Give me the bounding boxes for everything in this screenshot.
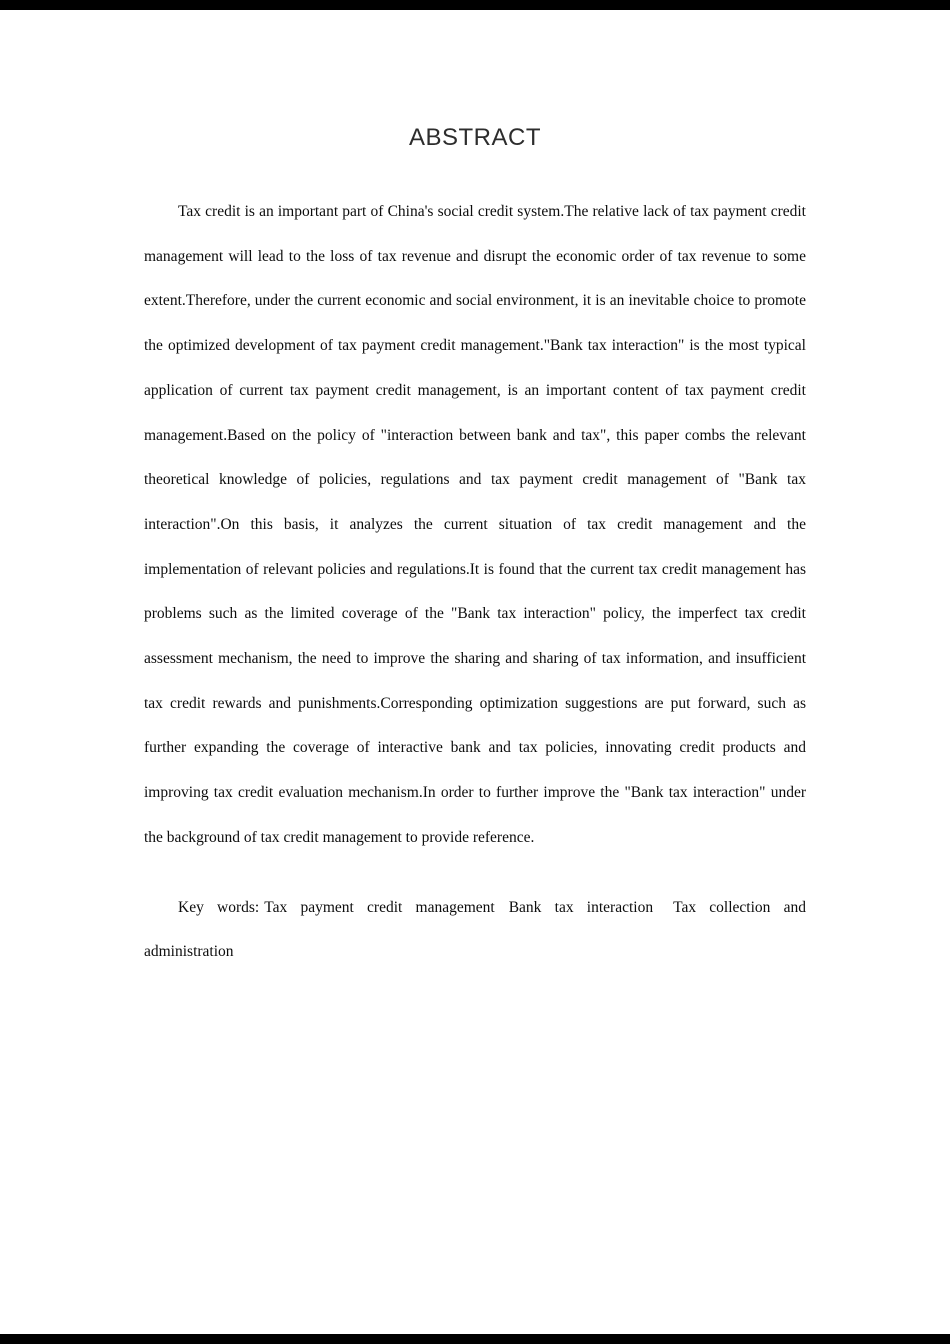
page-title: ABSTRACT <box>408 124 541 151</box>
keyword-item: Bank tax interaction <box>508 898 654 916</box>
bottom-black-bar <box>0 1334 950 1344</box>
keywords-paragraph <box>144 886 806 975</box>
keyword-item: Tax collection and administration <box>144 898 807 961</box>
abstract-paragraph: Tax credit is an important part of China's social credit system.The relative lack of tax payment credit management will lead to the loss of tax revenue and disrupt the economic order of tax revenue to some extent.Therefore, under the current economic and social environment, it is an inevitable choice to promote the optimized development of tax payment credit management."Bank tax interaction" is the most typical application of current tax payment credit management, is an important content of tax payment credit management.Based on the policy of "interaction between bank and tax", this paper combs the relevant theoretical knowledge of policies, regulations and tax payment credit management of "Bank tax interaction".On this basis, it analyzes the current situation of tax credit management and the implementation of relevant policies and regulations.It is found that the current tax credit management has problems such as the limited coverage of the "Bank tax interaction" policy, the imperfect tax credit assessment mechanism, the need to improve the sharing and sharing of tax information, and insufficient tax credit rewards and punishments.Corresponding optimization suggestions are put forward, such as further expanding the coverage of interactive bank and tax policies, innovating credit products and improving tax credit evaluation mechanism.In order to further improve the "Bank tax interaction" under the background of tax credit management to provide reference. <box>144 203 806 846</box>
keywords-label: Key words: <box>178 898 260 916</box>
page-content <box>144 0 806 975</box>
keyword-item: Tax payment credit management <box>264 898 495 916</box>
